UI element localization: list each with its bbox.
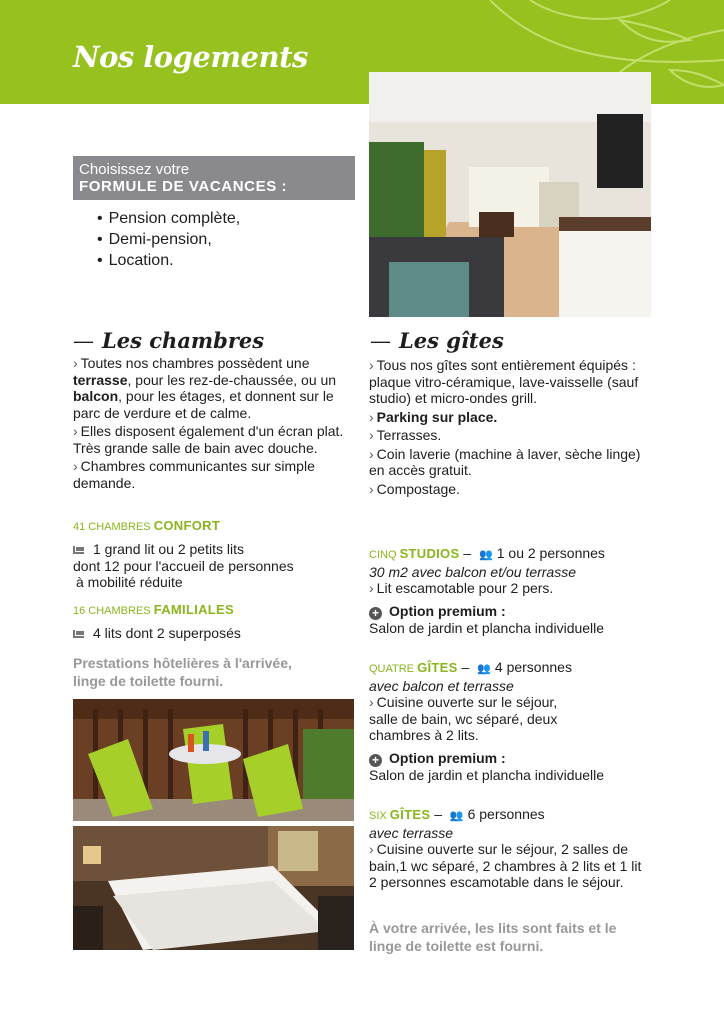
photo-balcony — [73, 699, 354, 821]
gites-compostage: › Compostage. — [369, 480, 460, 497]
quatre-option: + Option premium : — [369, 750, 649, 767]
chambres-note: Prestations hôtelières à l'arrivée, linge de toilette fourni. — [73, 655, 292, 689]
section-title-chambres — [73, 328, 264, 353]
chambres-paragraph-3: › Chambres communicantes sur simple demande. — [73, 458, 315, 491]
confort-details: 1 grand lit ou 2 petits lits dont 12 pour l'accueil de personnes à mobilité réduite — [73, 541, 294, 590]
people-icon: 👥 — [449, 810, 464, 822]
quatre-subtitle: avec balcon et terrasse — [369, 677, 514, 694]
formula-item: • Pension complète, — [97, 208, 240, 229]
chevron-right-icon: › — [73, 458, 78, 474]
photo-gite-interior — [369, 72, 651, 317]
category-confort: 41 CHAMBRES CONFORT — [73, 518, 221, 533]
chevron-right-icon: › — [369, 841, 374, 857]
bed-icon — [73, 630, 84, 638]
six-subtitle: avec terrasse — [369, 824, 454, 841]
six-desc: › Cuisine ouverte sur le séjour, 2 salles de bain,1 wc séparé, 2 chambres à 2 lits et 1 lit 2 personnes escamotable dans le séjour. — [369, 841, 642, 890]
formula-list — [97, 208, 240, 271]
title-dash: — — [370, 329, 391, 353]
people-icon: 👥 — [479, 549, 493, 561]
six-header: SIX GÎTES – 👥 6 personnes — [369, 806, 653, 825]
gites-note: À votre arrivée, les lits sont faits et le linge de toilette est fourni. — [369, 920, 617, 954]
section-title-text: Les gîtes — [399, 328, 504, 353]
formula-item: • Demi-pension, — [97, 229, 240, 250]
chevron-right-icon: › — [369, 694, 374, 710]
category-familiales: 16 CHAMBRES FAMILIALES — [73, 602, 234, 617]
bed-icon — [73, 546, 84, 554]
gites-six — [369, 806, 653, 891]
gites-studios — [369, 545, 649, 636]
chevron-right-icon: › — [369, 580, 374, 596]
photo-bedroom — [73, 826, 354, 950]
page-title: Nos logements — [73, 40, 308, 74]
gites-paragraph-1: › Tous nos gîtes sont entièrement équipés : plaque vitro-céramique, lave-vaisselle (sauf studio) et micro-ondes grill. — [369, 357, 639, 406]
studios-option-text: Salon de jardin et plancha individuelle — [369, 619, 605, 636]
gites-laverie: › Coin laverie (machine à laver, sèche linge) en accès gratuit. — [369, 445, 641, 478]
quatre-option-text: Salon de jardin et plancha individuelle — [369, 766, 605, 783]
section-title-text: Les chambres — [102, 328, 265, 353]
chambres-paragraph-1: › Toutes nos chambres possèdent une terrasse, pour les rez-de-chaussée, ou un balcon, pour les étages, et donnent sur le parc de verdure et de calme. — [73, 355, 337, 421]
chevron-right-icon: › — [369, 427, 374, 443]
studios-subtitle: 30 m2 avec balcon et/ou terrasse — [369, 563, 577, 580]
familiales-details: 4 lits dont 2 superposés — [73, 625, 353, 642]
plus-circle-icon: + — [369, 754, 382, 767]
gites-parking: › Parking sur place. — [369, 408, 498, 425]
quatre-header: QUATRE GÎTES – 👥 4 personnes — [369, 659, 649, 678]
formula-item: • Location. — [97, 250, 240, 271]
studios-header: CINQ STUDIOS – 👥 1 ou 2 personnes — [369, 545, 649, 564]
chevron-right-icon: › — [369, 408, 374, 425]
people-icon: 👥 — [477, 663, 491, 675]
quatre-desc: › Cuisine ouverte sur le séjour, salle de bain, wc séparé, deux chambres à 2 lits. — [369, 694, 558, 743]
formula-heading: Choisissez votre — [79, 161, 190, 178]
chevron-right-icon: › — [369, 357, 374, 373]
gites-quatre — [369, 659, 649, 783]
chevron-right-icon: › — [369, 480, 374, 497]
chevron-right-icon: › — [369, 445, 374, 462]
gites-description — [369, 357, 645, 499]
chambres-paragraph-2: › Elles disposent également d'un écran plat. Très grande salle de bain avec douche. — [73, 423, 344, 456]
studios-desc: › Lit escamotable pour 2 pers. — [369, 580, 554, 596]
formula-subheading: FORMULE DE VACANCES : — [79, 178, 288, 195]
chambres-description — [73, 355, 349, 493]
gites-terrasses: › Terrasses. — [369, 427, 442, 443]
chevron-right-icon: › — [73, 423, 78, 439]
formula-box — [73, 156, 355, 200]
title-dash: — — [73, 329, 94, 353]
studios-option: + Option premium : — [369, 603, 649, 620]
section-title-gites — [370, 328, 504, 353]
chevron-right-icon: › — [73, 355, 78, 371]
plus-circle-icon: + — [369, 607, 382, 620]
